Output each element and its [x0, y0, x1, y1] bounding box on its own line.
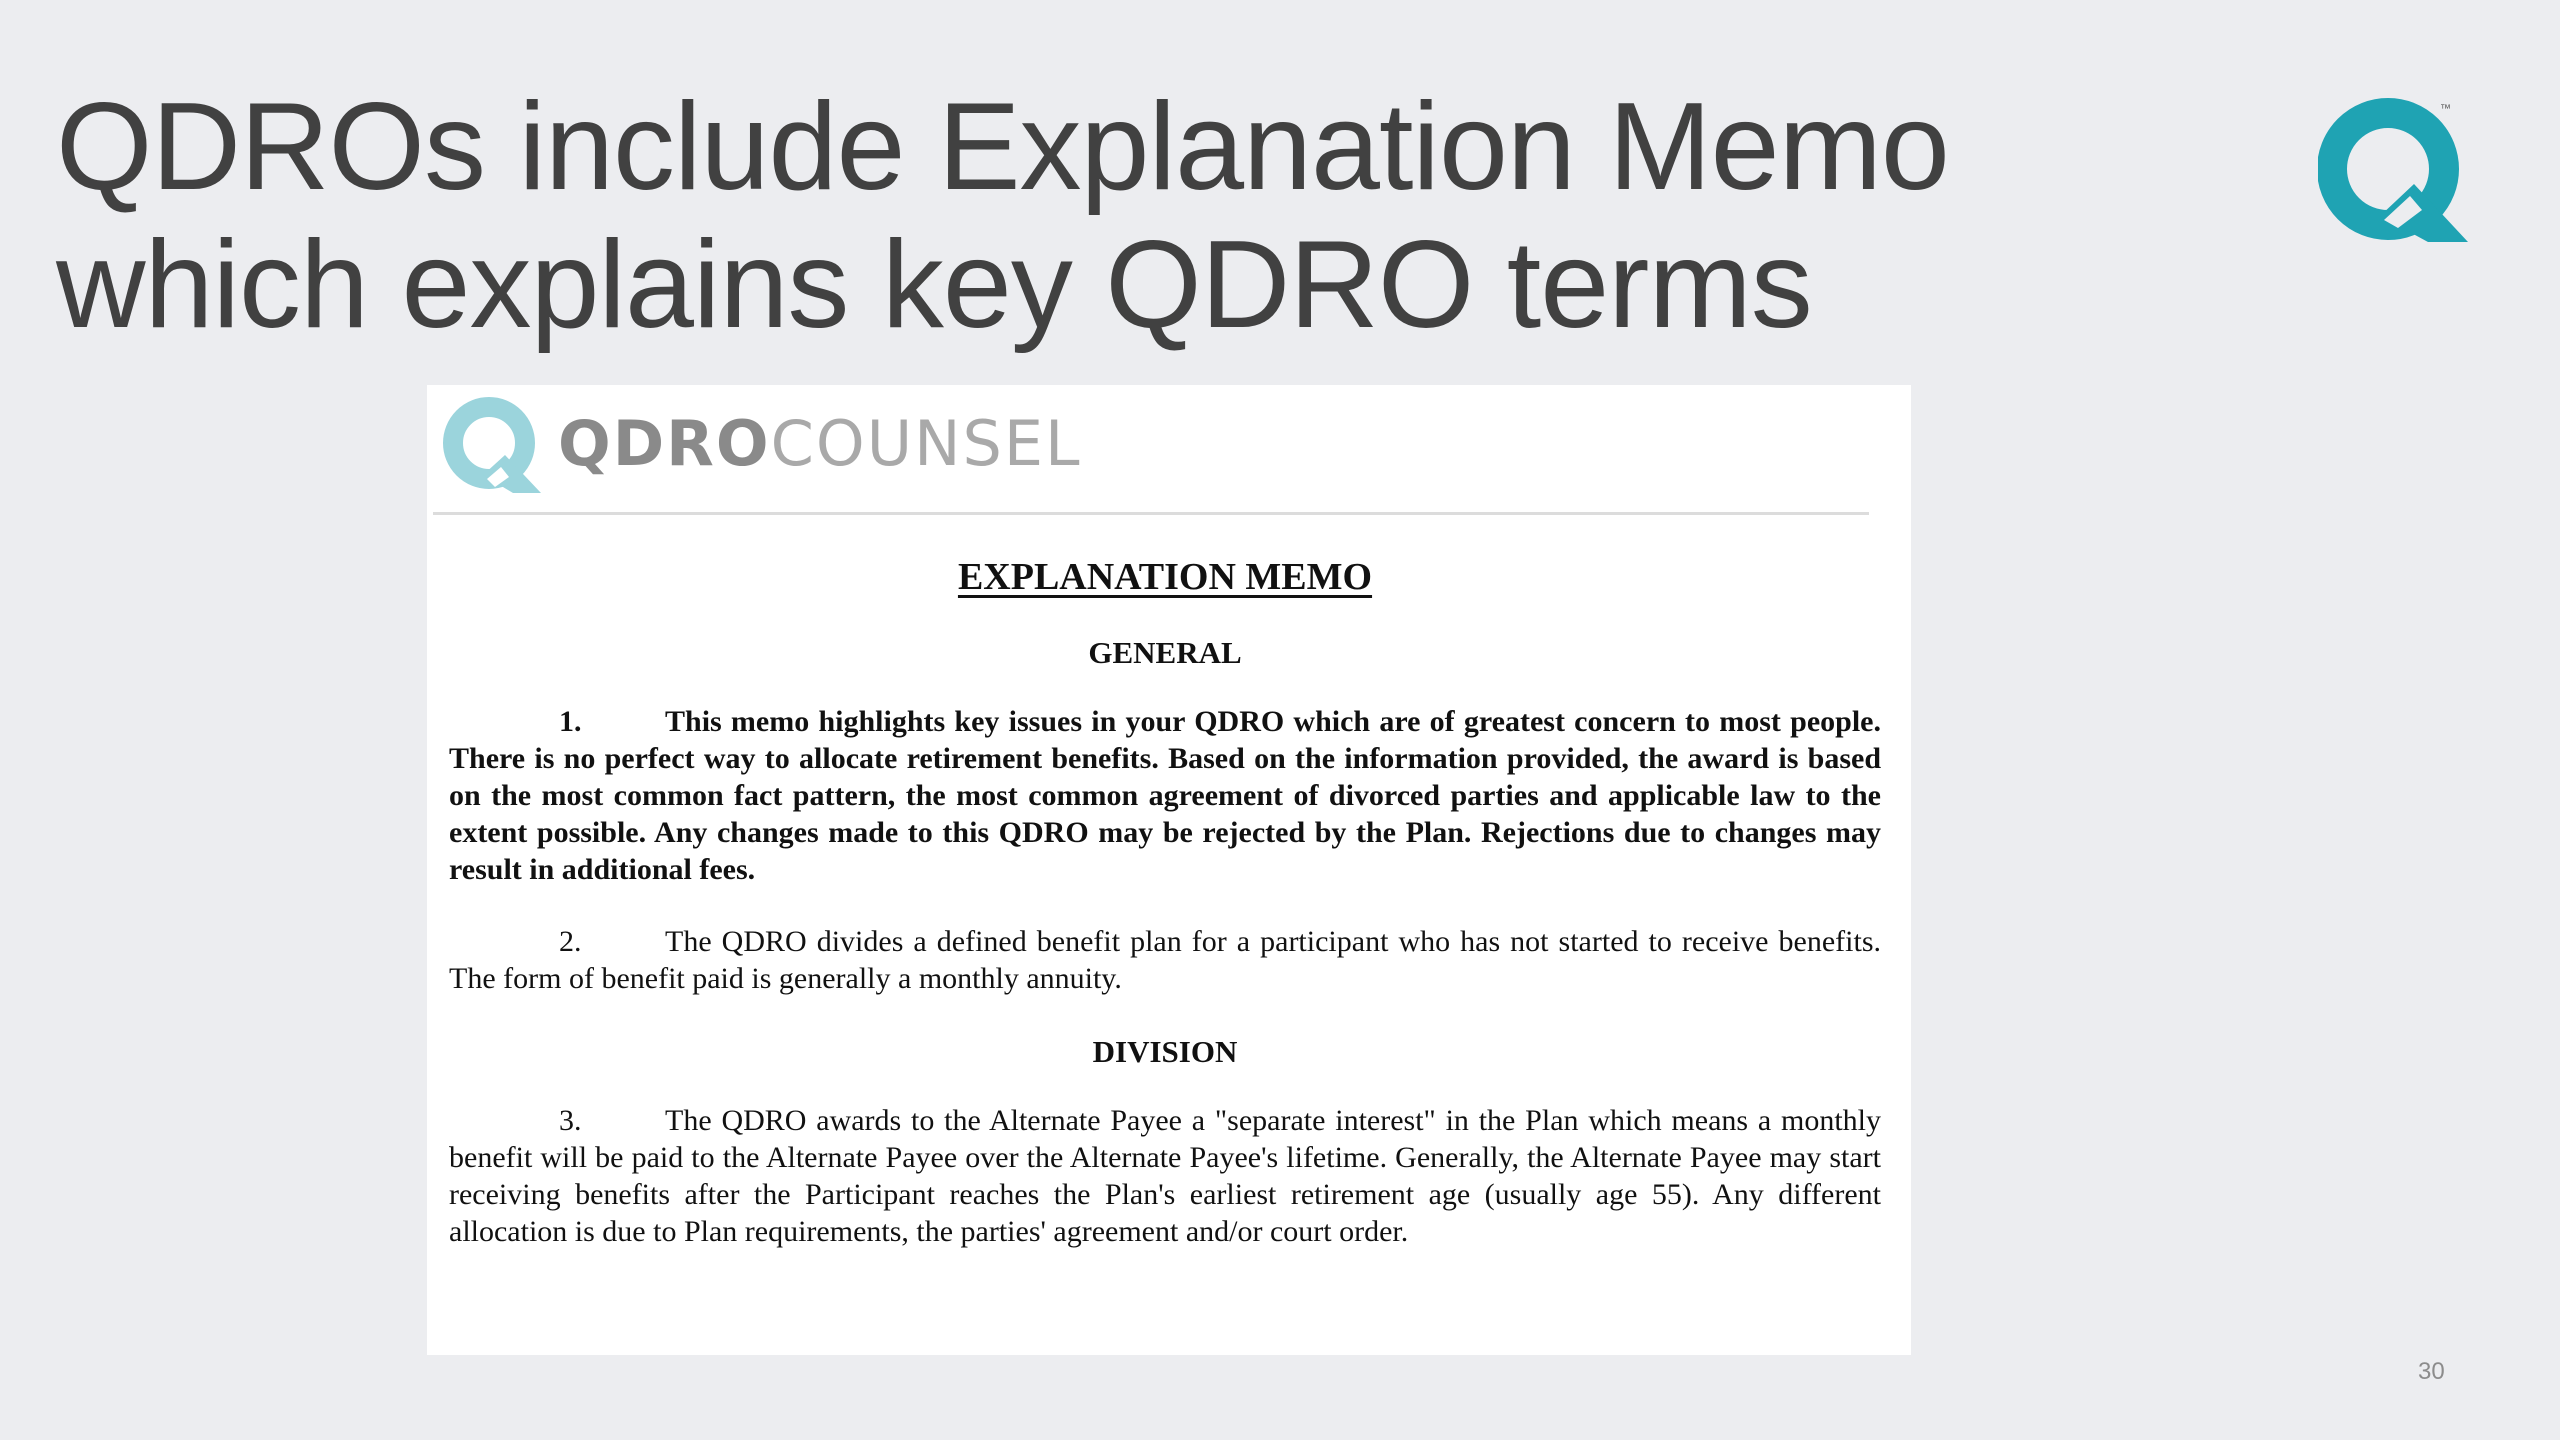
wordmark-counsel: COUNSEL [770, 407, 1082, 480]
memo-body [449, 553, 1881, 1285]
slide-title-line-1: QDROs include Explanation Memo [56, 78, 1949, 216]
q-logo-icon [2318, 98, 2480, 248]
section-heading-general: GENERAL [1088, 635, 1242, 670]
qdrocounsel-logo-icon [437, 395, 547, 495]
qdrocounsel-wordmark [558, 409, 1082, 479]
paragraph-text: The QDRO awards to the Alternate Payee a "separate interest" in the Plan which means a monthly benefit will be paid to the Alternate Payee over the Alternate Payee's lifetime. Generally, the Alternate Payee may start receiving benefits after the Participant reaches the Plan's earliest retirement age (usually age 55). Any different allocation is due to Plan requirements, the parties' agreement and/or court order. [449, 1104, 1881, 1248]
memo-heading: EXPLANATION MEMO [957, 556, 1373, 598]
wordmark-qdro: QDRO [558, 407, 771, 480]
slide-title [56, 78, 2156, 354]
header-divider [433, 512, 1869, 515]
slide-title-line-2: which explains key QDRO terms [56, 216, 1812, 354]
memo-paragraph-2 [449, 923, 1881, 997]
paragraph-text: The QDRO divides a defined benefit plan for a participant who has not started to receive benefits. The form of benefit paid is generally a monthly annuity. [449, 925, 1881, 995]
memo-paragraph-1 [449, 703, 1881, 888]
section-heading-division: DIVISION [1092, 1034, 1238, 1069]
paragraph-number: 3. [559, 1104, 582, 1137]
memo-document-image [427, 385, 1911, 1355]
memo-paragraph-3 [449, 1102, 1881, 1250]
slide-page-number: 30 [2418, 1358, 2445, 1385]
trademark-mark: ™ [2440, 103, 2451, 115]
paragraph-number: 1. [559, 705, 582, 738]
paragraph-text: This memo highlights key issues in your QDRO which are of greatest concern to most people. There is no perfect way to allocate retirement benefits. Based on the information provided, the award is based on the most common fact pattern, the most common agreement of divorced parties and applicable law to the extent possible. Any changes made to this QDRO may be rejected by the Plan. Rejections due to changes may result in additional fees. [449, 705, 1881, 886]
paragraph-number: 2. [559, 925, 582, 958]
